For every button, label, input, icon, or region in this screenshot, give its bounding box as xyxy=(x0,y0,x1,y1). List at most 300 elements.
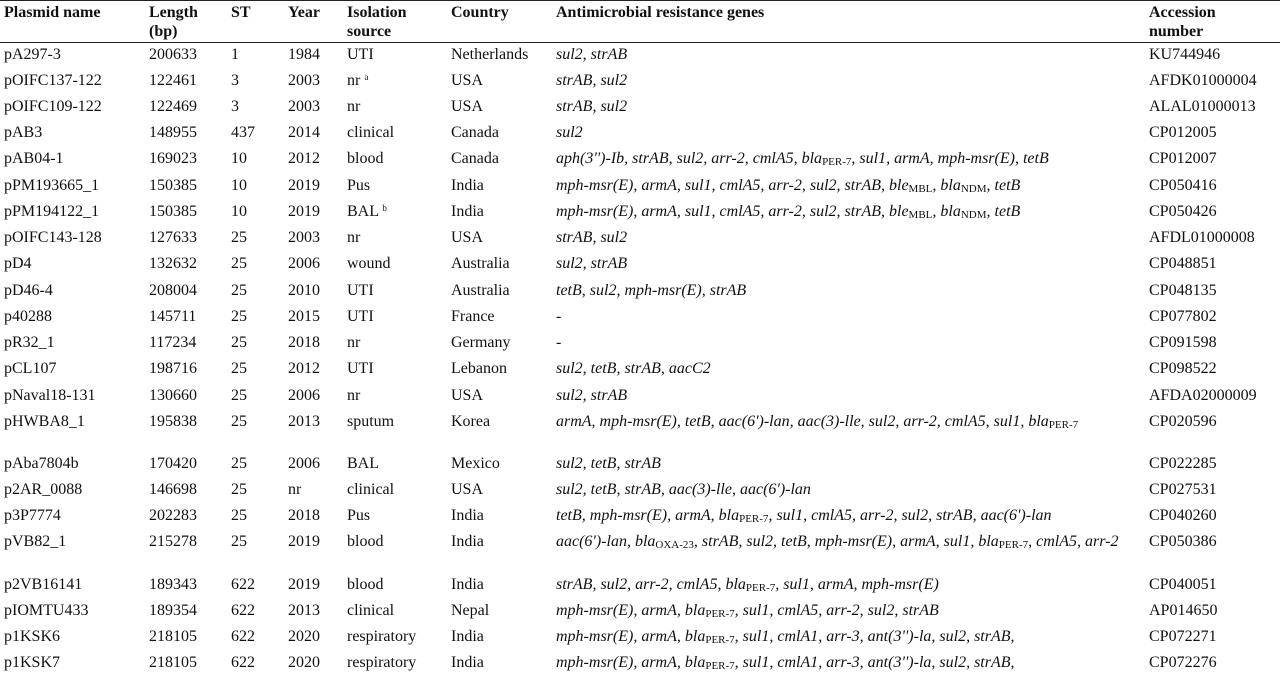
row-year xyxy=(288,282,320,300)
row-year xyxy=(288,203,320,221)
row-isolation-source-text: nr xyxy=(347,72,361,89)
row-country xyxy=(451,150,499,168)
row-accession-number-text: AFDA02000009 xyxy=(1149,387,1257,404)
row-length-text: 202283 xyxy=(149,507,197,524)
row-accession-number xyxy=(1149,229,1255,247)
row-plasmid-name xyxy=(4,628,60,646)
row-plasmid-name xyxy=(4,72,102,90)
gene-text: sul2, tetB, strAB xyxy=(556,455,661,472)
row-plasmid-name xyxy=(4,654,60,672)
row-plasmid-name xyxy=(4,124,42,142)
row-plasmid-name xyxy=(4,98,102,116)
row-year-text: 2006 xyxy=(288,387,320,404)
row-year-text: 2010 xyxy=(288,282,320,299)
row-year xyxy=(288,255,320,273)
row-isolation-source xyxy=(347,387,360,405)
row-isolation-source-text: UTI xyxy=(347,46,374,63)
row-isolation-source xyxy=(347,654,416,672)
row-resistance-genes xyxy=(556,334,1131,352)
header-plasmid-name: Plasmid name xyxy=(4,4,101,21)
gene-subscript: PER-7 xyxy=(998,539,1029,551)
row-plasmid-name xyxy=(4,150,64,168)
row-country-text: India xyxy=(451,177,484,194)
row-length-text: 195838 xyxy=(149,413,197,430)
row-plasmid-name xyxy=(4,533,66,551)
row-accession-number-text: CP027531 xyxy=(1149,481,1217,498)
row-accession-number xyxy=(1149,654,1217,672)
row-plasmid-name-text: pHWBA8_1 xyxy=(4,413,85,430)
row-country-text: Canada xyxy=(451,124,499,141)
row-resistance-genes xyxy=(556,387,1131,405)
row-year-text: 2003 xyxy=(288,98,320,115)
row-resistance-genes xyxy=(556,413,1131,431)
gene-text: - xyxy=(556,334,562,351)
row-plasmid-name-text: p1KSK6 xyxy=(4,628,61,645)
row-resistance-genes xyxy=(556,628,1131,646)
row-year-text: 2012 xyxy=(288,150,320,167)
row-accession-number xyxy=(1149,282,1217,300)
row-resistance-genes xyxy=(556,98,1131,116)
row-plasmid-name-text: p1KSK7 xyxy=(4,654,61,671)
row-accession-number xyxy=(1149,360,1217,378)
row-plasmid-name xyxy=(4,282,53,300)
row-length-text: 170420 xyxy=(149,455,197,472)
row-st xyxy=(231,46,239,64)
header-year: Year xyxy=(288,4,320,21)
row-length xyxy=(149,507,197,525)
row-st-text: 25 xyxy=(231,255,247,272)
row-accession-number-text: CP050386 xyxy=(1149,533,1217,550)
row-isolation-source xyxy=(347,533,383,551)
row-st xyxy=(231,533,247,551)
gene-text: , sul1, cmlA1, arr-3, ant(3'')-la, sul2, strAB, xyxy=(734,654,1015,671)
row-accession-number xyxy=(1149,150,1217,168)
row-year-text: 2006 xyxy=(288,455,320,472)
gene-text: , tetB xyxy=(986,177,1021,194)
row-length xyxy=(149,455,197,473)
row-country xyxy=(451,229,483,247)
row-accession-number-text: CP040260 xyxy=(1149,507,1217,524)
row-year-text: 2019 xyxy=(288,203,320,220)
row-accession-number-text: CP048851 xyxy=(1149,255,1217,272)
row-year xyxy=(288,334,320,352)
row-length-text: 215278 xyxy=(149,533,197,550)
row-length-text: 145711 xyxy=(149,308,197,325)
row-isolation-source-text: wound xyxy=(347,255,391,272)
gene-subscript: MBL xyxy=(908,209,933,221)
row-country xyxy=(451,203,484,221)
table-top-rule xyxy=(0,0,1280,1)
row-year-text: 2006 xyxy=(288,255,320,272)
row-plasmid-name xyxy=(4,177,99,195)
row-accession-number xyxy=(1149,255,1217,273)
row-isolation-source xyxy=(347,229,360,247)
row-country xyxy=(451,360,507,378)
row-year xyxy=(288,150,320,168)
row-accession-number xyxy=(1149,413,1217,431)
row-resistance-genes xyxy=(556,282,1131,300)
row-length-text: 200633 xyxy=(149,46,197,63)
row-country-text: India xyxy=(451,507,484,524)
row-country-text: USA xyxy=(451,229,484,246)
row-isolation-source-text: clinical xyxy=(347,124,395,141)
row-plasmid-name-text: p2AR_0088 xyxy=(4,481,83,498)
row-isolation-source xyxy=(347,360,374,378)
row-isolation-source xyxy=(347,46,374,64)
row-resistance-genes xyxy=(556,72,1131,90)
row-year xyxy=(288,98,320,116)
row-isolation-source-text: clinical xyxy=(347,602,395,619)
gene-text: armA, mph-msr(E), tetB, aac(6')-lan, aac(3)-lle, sul2, arr-2, cmlA5, sul1, bla xyxy=(556,413,1049,430)
row-year xyxy=(288,308,320,326)
row-plasmid-name xyxy=(4,455,79,473)
row-country xyxy=(451,602,489,620)
row-country xyxy=(451,46,528,64)
row-plasmid-name-text: p2VB16141 xyxy=(4,576,83,593)
row-isolation-source-text: blood xyxy=(347,576,384,593)
row-st-text: 25 xyxy=(231,413,247,430)
row-length xyxy=(149,360,197,378)
row-country-text: Canada xyxy=(451,150,499,167)
row-year-text: nr xyxy=(288,481,302,498)
gene-subscript: NDM xyxy=(960,183,987,195)
row-isolation-source-text: UTI xyxy=(347,360,374,377)
row-accession-number xyxy=(1149,533,1217,551)
row-length xyxy=(149,576,197,594)
row-length-text: 132632 xyxy=(149,255,197,272)
header-resistance-genes: Antimicrobial resistance genes xyxy=(556,4,765,21)
row-accession-number xyxy=(1149,481,1217,499)
gene-text: strAB, sul2 xyxy=(556,72,628,89)
row-st xyxy=(231,507,247,525)
row-plasmid-name xyxy=(4,413,85,431)
row-isolation-source-text: UTI xyxy=(347,308,374,325)
gene-text: mph-msr(E), armA, bla xyxy=(556,602,706,619)
row-length xyxy=(149,413,197,431)
row-year-text: 2019 xyxy=(288,576,320,593)
row-country-text: India xyxy=(451,533,484,550)
footnote-marker: b xyxy=(382,203,387,213)
row-plasmid-name xyxy=(4,334,55,352)
row-accession-number-text: CP012005 xyxy=(1149,124,1217,141)
row-plasmid-name xyxy=(4,229,102,247)
row-isolation-source-text: respiratory xyxy=(347,628,417,645)
row-isolation-source-text: Pus xyxy=(347,177,371,194)
row-plasmid-name xyxy=(4,602,88,620)
gene-text: , sul1, cmlA5, arr-2, sul2, strAB xyxy=(734,602,939,619)
footnote-marker: a xyxy=(364,72,369,82)
row-accession-number-text: CP022285 xyxy=(1149,455,1217,472)
gene-text: aph(3'')-Ib, strAB, sul2, arr-2, cmlA5, bla xyxy=(556,150,823,167)
row-year xyxy=(288,507,320,525)
gene-text: sul2, strAB xyxy=(556,387,628,404)
row-plasmid-name xyxy=(4,481,82,499)
row-accession-number-text: CP072276 xyxy=(1149,654,1217,671)
gene-text: , tetB xyxy=(986,203,1021,220)
row-year-text: 2019 xyxy=(288,533,320,550)
row-year-text: 2003 xyxy=(288,72,320,89)
row-country xyxy=(451,576,484,594)
row-isolation-source xyxy=(347,507,370,525)
row-length xyxy=(149,334,196,352)
row-year-text: 2020 xyxy=(288,628,320,645)
row-isolation-source-text: UTI xyxy=(347,282,374,299)
row-st xyxy=(231,308,247,326)
row-country xyxy=(451,72,483,90)
row-length-text: 127633 xyxy=(149,229,197,246)
row-length xyxy=(149,255,197,273)
row-country xyxy=(451,413,490,431)
header-accession-number: Accession number xyxy=(1149,4,1216,40)
row-plasmid-name-text: pPM193665_1 xyxy=(4,177,100,194)
row-st xyxy=(231,229,247,247)
row-plasmid-name xyxy=(4,360,56,378)
row-year xyxy=(288,72,320,90)
row-accession-number xyxy=(1149,46,1220,64)
row-length xyxy=(149,533,197,551)
row-country xyxy=(451,387,483,405)
row-st-text: 25 xyxy=(231,507,247,524)
row-resistance-genes xyxy=(556,576,1131,594)
row-isolation-source xyxy=(347,413,394,431)
row-plasmid-name-text: pCL107 xyxy=(4,360,57,377)
row-st xyxy=(231,481,247,499)
row-accession-number-text: AFDL01000008 xyxy=(1149,229,1255,246)
row-year xyxy=(288,628,320,646)
row-accession-number-text: CP098522 xyxy=(1149,360,1217,377)
row-resistance-genes xyxy=(556,150,1131,168)
gene-text: sul2, tetB, strAB, aacC2 xyxy=(556,360,711,377)
row-year-text: 1984 xyxy=(288,46,320,63)
row-year xyxy=(288,177,320,195)
row-resistance-genes xyxy=(556,602,1131,620)
row-plasmid-name-text: pD46-4 xyxy=(4,282,53,299)
row-year xyxy=(288,576,320,594)
row-length-text: 218105 xyxy=(149,628,197,645)
row-isolation-source-text: nr xyxy=(347,387,361,404)
gene-text: aac(6')-lan, bla xyxy=(556,533,656,550)
row-accession-number xyxy=(1149,72,1257,90)
row-plasmid-name-text: pNaval18-131 xyxy=(4,387,96,404)
header-country: Country xyxy=(451,4,509,21)
row-isolation-source xyxy=(347,150,383,168)
row-country xyxy=(451,628,484,646)
row-length xyxy=(149,150,197,168)
row-country-text: USA xyxy=(451,481,484,498)
row-plasmid-name-text: pIOMTU433 xyxy=(4,602,89,619)
row-st-text: 3 xyxy=(231,98,239,115)
row-length-text: 169023 xyxy=(149,150,197,167)
row-isolation-source-text: clinical xyxy=(347,481,395,498)
gene-text: , sul1, cmlA1, arr-3, ant(3'')-la, sul2, strAB, xyxy=(734,628,1015,645)
gene-text: , bla xyxy=(932,203,961,220)
row-st xyxy=(231,282,247,300)
row-year-text: 2020 xyxy=(288,654,320,671)
row-accession-number-text: AFDK01000004 xyxy=(1149,72,1257,89)
row-isolation-source xyxy=(347,177,370,195)
row-st-text: 622 xyxy=(231,628,255,645)
row-plasmid-name-text: pOIFC143-128 xyxy=(4,229,102,246)
row-country xyxy=(451,282,510,300)
gene-subscript: NDM xyxy=(960,209,987,221)
row-resistance-genes xyxy=(556,229,1131,247)
row-country xyxy=(451,507,484,525)
row-length-text: 117234 xyxy=(149,334,197,351)
row-st xyxy=(231,72,239,90)
row-plasmid-name-text: pAB3 xyxy=(4,124,43,141)
row-st-text: 25 xyxy=(231,334,247,351)
row-plasmid-name-text: p40288 xyxy=(4,308,52,325)
row-length xyxy=(149,229,197,247)
row-st xyxy=(231,628,255,646)
gene-text: strAB, sul2 xyxy=(556,98,628,115)
row-resistance-genes xyxy=(556,654,1131,672)
header-isolation-source: Isolation source xyxy=(347,4,407,40)
row-plasmid-name-text: pOIFC137-122 xyxy=(4,72,102,89)
row-accession-number xyxy=(1149,308,1217,326)
row-country-text: Korea xyxy=(451,413,491,430)
gene-text: , strAB, sul2, tetB, mph-msr(E), armA, sul1, bla xyxy=(693,533,999,550)
row-country-text: Australia xyxy=(451,255,510,272)
row-isolation-source xyxy=(347,308,374,326)
row-resistance-genes xyxy=(556,124,1131,142)
row-accession-number-text: CP050426 xyxy=(1149,203,1217,220)
row-year-text: 2003 xyxy=(288,229,320,246)
row-st xyxy=(231,177,247,195)
row-isolation-source-text: nr xyxy=(347,98,361,115)
row-year-text: 2019 xyxy=(288,177,320,194)
row-accession-number xyxy=(1149,203,1217,221)
row-accession-number-text: KU744946 xyxy=(1149,46,1221,63)
row-resistance-genes xyxy=(556,177,1131,195)
row-accession-number-text: CP012007 xyxy=(1149,150,1217,167)
gene-subscript: PER-7 xyxy=(705,634,735,646)
row-accession-number xyxy=(1149,628,1217,646)
row-length xyxy=(149,46,197,64)
header-st: ST xyxy=(231,4,251,21)
row-st-text: 3 xyxy=(231,72,239,89)
row-plasmid-name xyxy=(4,255,32,273)
row-accession-number xyxy=(1149,576,1217,594)
row-resistance-genes xyxy=(556,308,1131,326)
gene-subscript: PER-7 xyxy=(705,608,735,620)
row-st xyxy=(231,150,247,168)
row-accession-number xyxy=(1149,98,1256,116)
row-isolation-source xyxy=(347,602,394,620)
row-st xyxy=(231,334,247,352)
row-resistance-genes xyxy=(556,203,1131,221)
row-year-text: 2018 xyxy=(288,507,320,524)
row-length xyxy=(149,98,197,116)
row-isolation-source-text: nr xyxy=(347,334,361,351)
gene-subscript: PER-7 xyxy=(739,513,769,525)
row-country xyxy=(451,654,484,672)
row-accession-number-text: ALAL01000013 xyxy=(1149,98,1256,115)
row-st xyxy=(231,255,247,273)
row-st-text: 25 xyxy=(231,455,247,472)
row-country-text: Lebanon xyxy=(451,360,507,377)
row-accession-number xyxy=(1149,387,1257,405)
row-accession-number-text: CP072271 xyxy=(1149,628,1217,645)
row-plasmid-name xyxy=(4,46,61,64)
row-year xyxy=(288,481,301,499)
row-resistance-genes xyxy=(556,360,1131,378)
row-length xyxy=(149,72,197,90)
row-st xyxy=(231,413,247,431)
row-st-text: 10 xyxy=(231,177,247,194)
row-country-text: Nepal xyxy=(451,602,490,619)
row-country-text: USA xyxy=(451,72,484,89)
row-st-text: 25 xyxy=(231,308,247,325)
row-isolation-source xyxy=(347,628,416,646)
row-plasmid-name-text: pA297-3 xyxy=(4,46,61,63)
row-isolation-source xyxy=(347,334,360,352)
gene-text: strAB, sul2, arr-2, cmlA5, bla xyxy=(556,576,746,593)
row-length-text: 189343 xyxy=(149,576,197,593)
row-isolation-source-text: respiratory xyxy=(347,654,417,671)
row-year-text: 2012 xyxy=(288,360,320,377)
row-length-text: 218105 xyxy=(149,654,197,671)
row-resistance-genes xyxy=(556,255,1131,273)
row-plasmid-name xyxy=(4,203,99,221)
row-st-text: 25 xyxy=(231,229,247,246)
gene-text: mph-msr(E), armA, bla xyxy=(556,628,706,645)
row-country xyxy=(451,455,500,473)
row-isolation-source xyxy=(347,72,368,90)
row-isolation-source xyxy=(347,124,394,142)
row-isolation-source xyxy=(347,481,394,499)
row-year xyxy=(288,229,320,247)
row-country-text: India xyxy=(451,654,484,671)
row-length xyxy=(149,387,197,405)
row-country xyxy=(451,533,484,551)
row-resistance-genes xyxy=(556,46,1131,64)
row-length-text: 130660 xyxy=(149,387,197,404)
row-isolation-source-text: BAL xyxy=(347,455,379,472)
gene-subscript: MBL xyxy=(908,183,933,195)
row-year xyxy=(288,455,320,473)
row-length xyxy=(149,177,197,195)
row-st-text: 1 xyxy=(231,46,239,63)
row-plasmid-name-text: p3P7774 xyxy=(4,507,61,524)
row-resistance-genes xyxy=(556,533,1131,551)
row-isolation-source-text: nr xyxy=(347,229,361,246)
gene-text: strAB, sul2 xyxy=(556,229,628,246)
row-length-text: 146698 xyxy=(149,481,197,498)
row-st-text: 25 xyxy=(231,533,247,550)
row-plasmid-name-text: pD4 xyxy=(4,255,32,272)
row-length xyxy=(149,282,197,300)
row-accession-number-text: CP040051 xyxy=(1149,576,1217,593)
row-country xyxy=(451,334,511,352)
row-length-text: 208004 xyxy=(149,282,197,299)
row-isolation-source xyxy=(347,203,387,221)
row-st-text: 622 xyxy=(231,602,255,619)
row-st xyxy=(231,203,247,221)
row-st-text: 622 xyxy=(231,654,255,671)
row-resistance-genes xyxy=(556,481,1131,499)
row-year-text: 2013 xyxy=(288,602,320,619)
row-year xyxy=(288,46,320,64)
row-year-text: 2013 xyxy=(288,413,320,430)
row-country-text: Germany xyxy=(451,334,511,351)
row-year-text: 2015 xyxy=(288,308,320,325)
row-accession-number-text: AP014650 xyxy=(1149,602,1218,619)
gene-text: mph-msr(E), armA, sul1, cmlA5, arr-2, sul2, strAB, ble xyxy=(556,177,909,194)
row-st-text: 25 xyxy=(231,282,247,299)
gene-text: sul2 xyxy=(556,124,583,141)
gene-text: tetB, sul2, mph-msr(E), strAB xyxy=(556,282,747,299)
